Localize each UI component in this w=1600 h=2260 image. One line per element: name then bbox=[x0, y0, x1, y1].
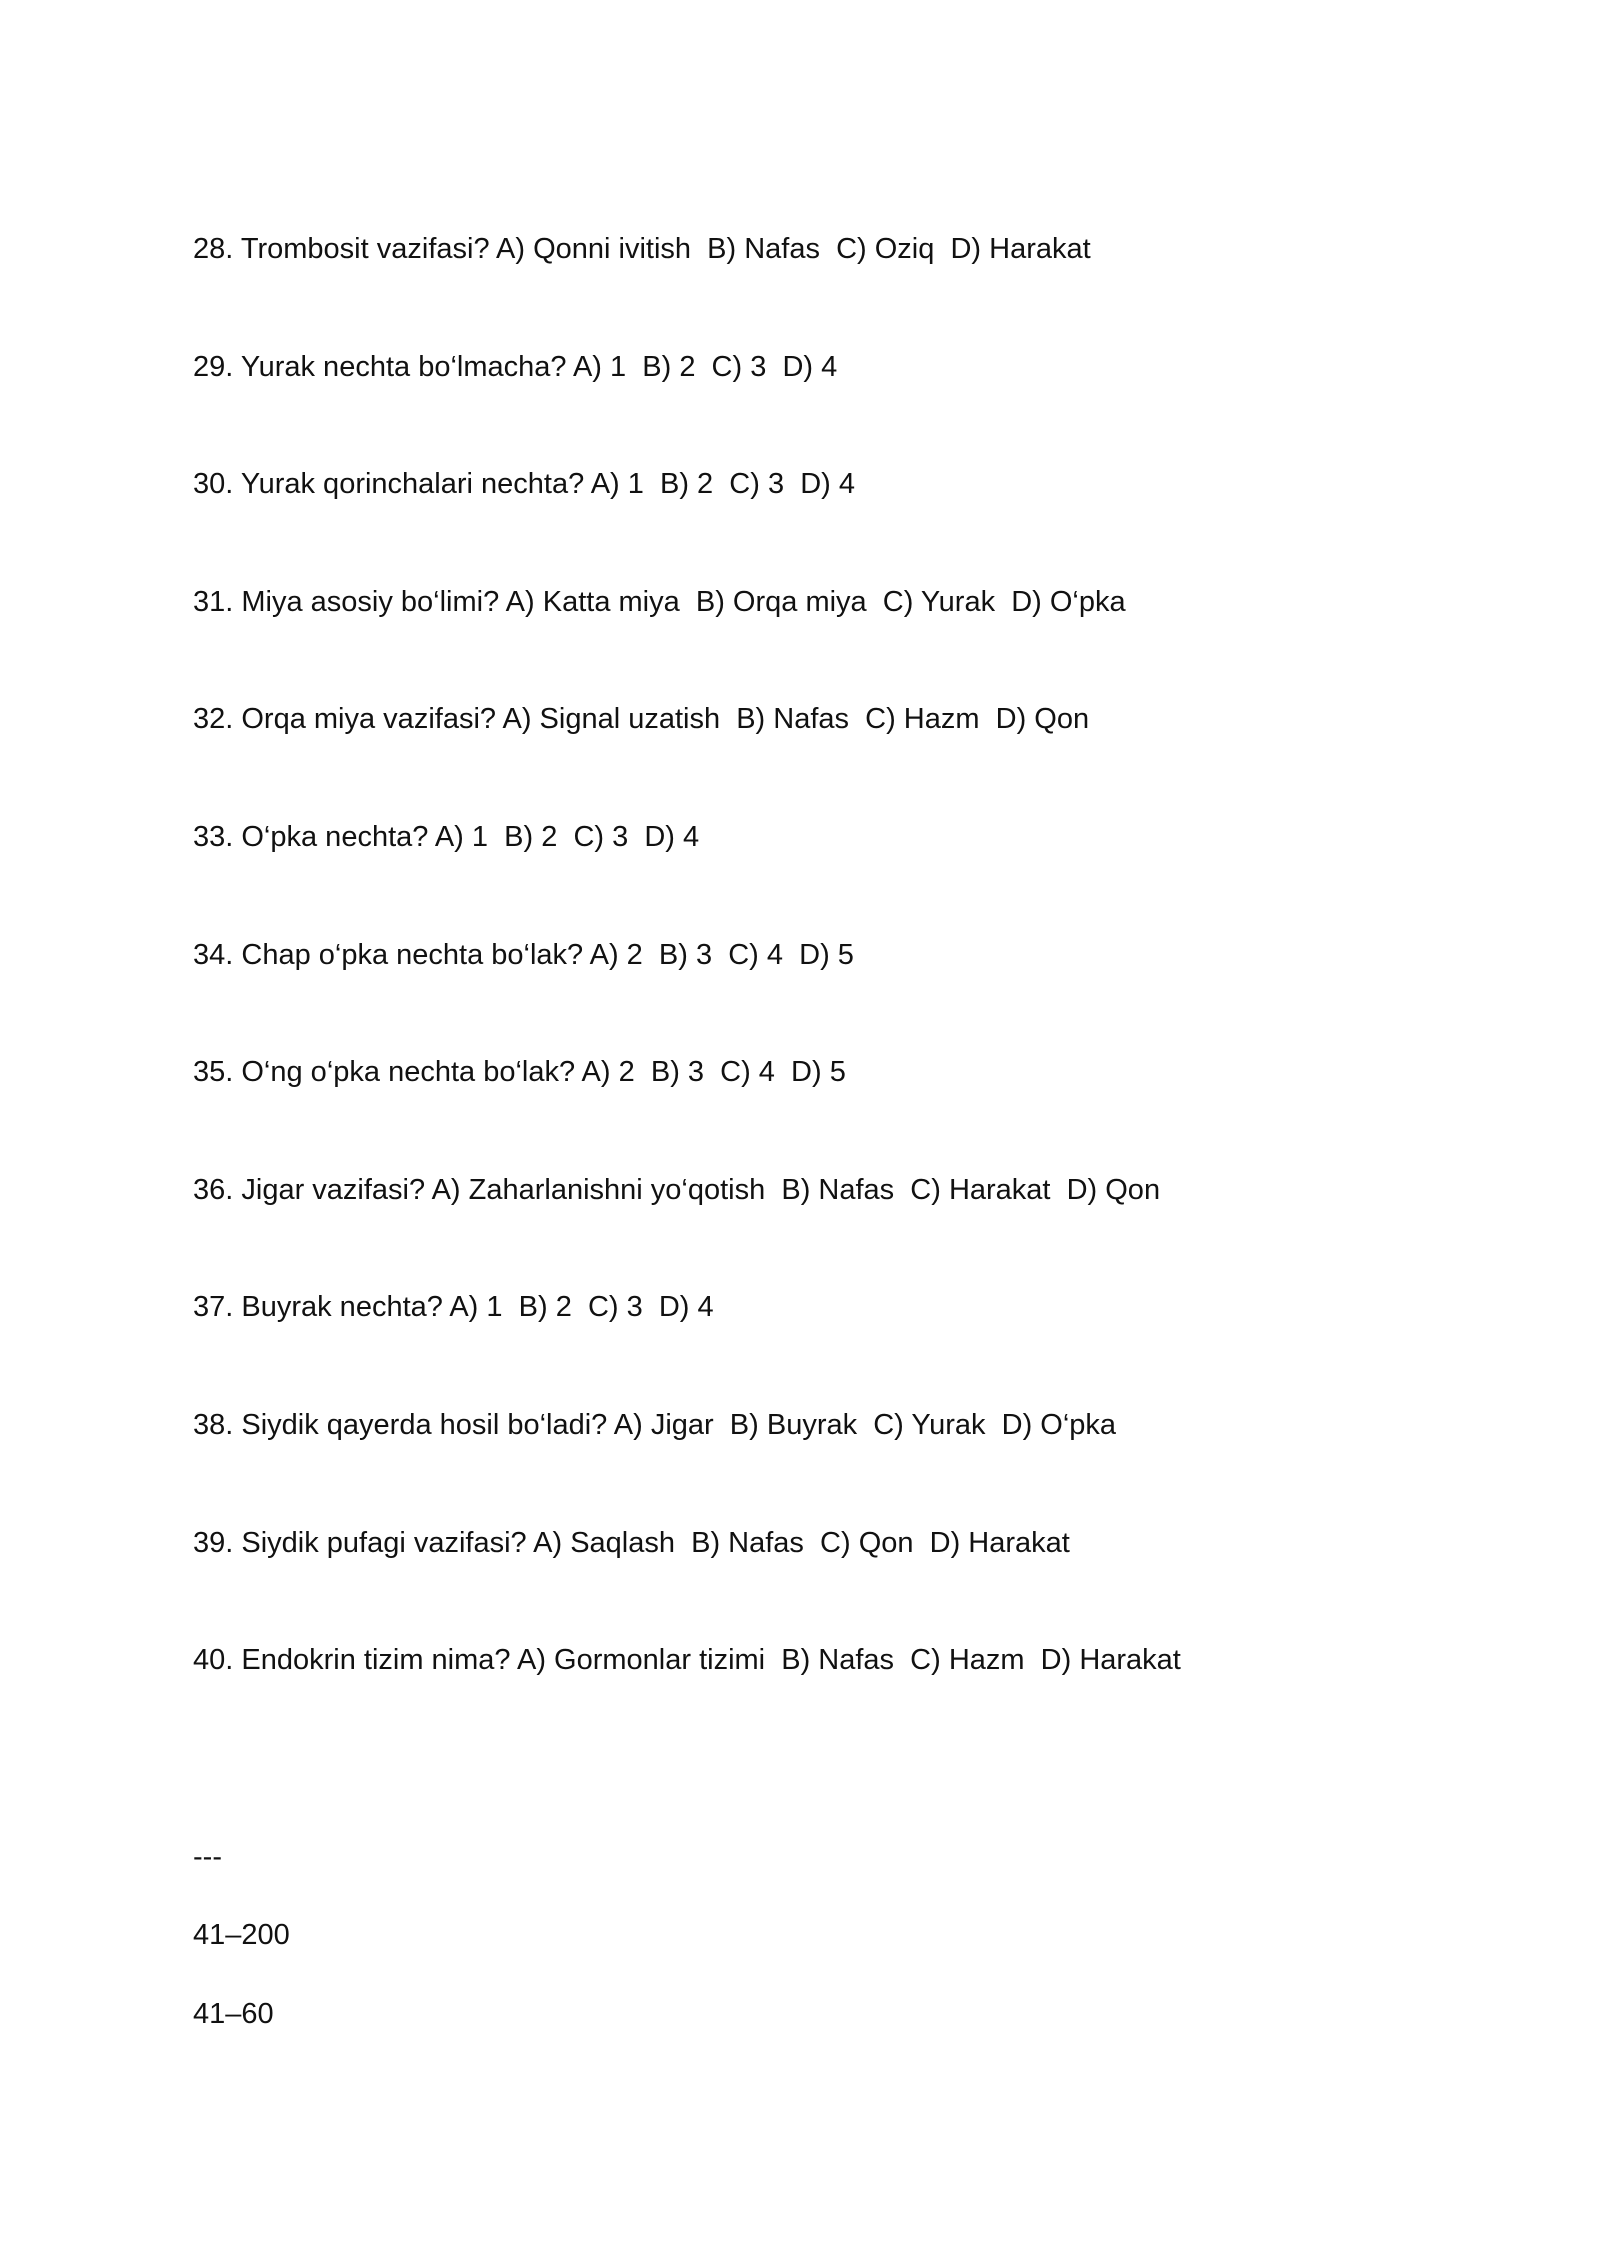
question-item: 31. Miya asosiy bo‘limi? A) Katta miya B) Orqa miya C) Yurak D) O‘pka bbox=[193, 585, 1126, 618]
question-item: 33. O‘pka nechta? A) 1 B) 2 C) 3 D) 4 bbox=[193, 820, 700, 853]
question-item: 36. Jigar vazifasi? A) Zaharlanishni yo‘qotish B) Nafas C) Harakat D) Qon bbox=[193, 1173, 1161, 1206]
question-item: 34. Chap o‘pka nechta bo‘lak? A) 2 B) 3 C) 4 D) 5 bbox=[193, 938, 854, 971]
section-separator: --- bbox=[193, 1841, 222, 1873]
question-list bbox=[193, 229, 1493, 1758]
question-item: 38. Siydik qayerda hosil bo‘ladi? A) Jigar B) Buyrak C) Yurak D) O‘pka bbox=[193, 1408, 1117, 1441]
question-item: 30. Yurak qorinchalari nechta? A) 1 B) 2 C) 3 D) 4 bbox=[193, 468, 855, 501]
question-range-main: 41–200 bbox=[193, 1919, 290, 1951]
question-item: 28. Trombosit vazifasi? A) Qonni ivitish B) Nafas C) Oziq D) Harakat bbox=[193, 233, 1091, 265]
question-range-sub: 41–60 bbox=[193, 1998, 274, 2030]
question-item: 29. Yurak nechta bo‘lmacha? A) 1 B) 2 C) 3 D) 4 bbox=[193, 350, 838, 383]
question-item: 40. Endokrin tizim nima? A) Gormonlar tizimi B) Nafas C) Hazm D) Harakat bbox=[193, 1644, 1181, 1677]
question-item: 35. O‘ng o‘pka nechta bo‘lak? A) 2 B) 3 C) 4 D) 5 bbox=[193, 1056, 846, 1089]
question-item: 37. Buyrak nechta? A) 1 B) 2 C) 3 D) 4 bbox=[193, 1291, 714, 1324]
question-item: 39. Siydik pufagi vazifasi? A) Saqlash B) Nafas C) Qon D) Harakat bbox=[193, 1526, 1070, 1559]
question-item: 32. Orqa miya vazifasi? A) Signal uzatish B) Nafas C) Hazm D) Qon bbox=[193, 703, 1090, 736]
